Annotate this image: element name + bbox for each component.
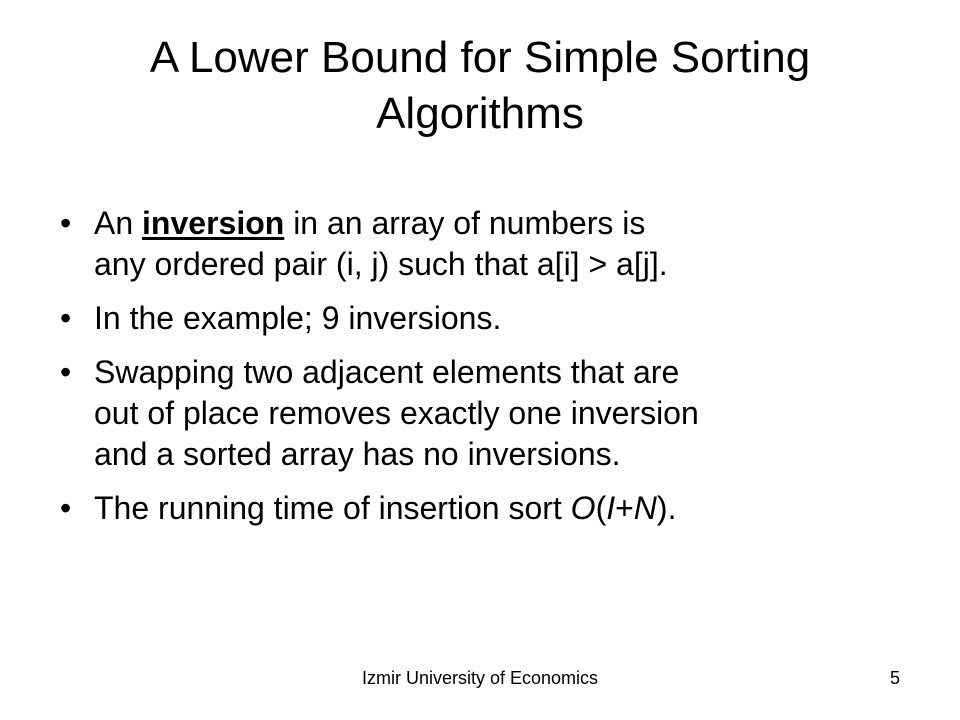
bullet-line [94, 203, 920, 244]
bullet-line: In the example; 9 inversions. [94, 300, 502, 336]
bullet-line: Swapping two adjacent elements that are [94, 354, 680, 390]
bullet-line: and a sorted array has no inversions. [94, 436, 621, 472]
bullet-inversion-definition [60, 203, 920, 285]
bullet-line: out of place removes exactly one inversion [94, 395, 699, 431]
variable-n: N [633, 490, 657, 526]
title-line-2: Algorithms [376, 89, 584, 138]
bullet-icon: • [60, 300, 72, 336]
bullet-text: in an array of numbers is [284, 205, 646, 241]
paren-open: ( [595, 490, 607, 526]
paren-close: ). [656, 490, 677, 526]
bullet-icon: • [60, 205, 72, 241]
bullet-line [94, 488, 920, 529]
bullet-text: An [94, 205, 143, 241]
big-o-symbol: O [570, 490, 596, 526]
bullet-list [60, 203, 920, 542]
footer-institution: Izmir University of Economics [361, 668, 599, 688]
page-number: 5 [889, 668, 900, 688]
bullet-text: The running time of insertion sort [94, 490, 571, 526]
slide-title [60, 30, 900, 142]
bullet-icon: • [60, 354, 72, 390]
bullet-line: any ordered pair (i, j) such that a[i] > a[j]. [94, 246, 668, 282]
bullet-example-count [60, 298, 920, 339]
bullet-running-time [60, 488, 920, 529]
bullet-swap-removes-inversion [60, 352, 920, 475]
variable-i: I [606, 490, 616, 526]
bullet-icon: • [60, 490, 72, 526]
plus-sign: + [615, 490, 634, 526]
title-line-1: A Lower Bound for Simple Sorting [149, 33, 811, 82]
term-inversion: inversion [142, 205, 285, 241]
